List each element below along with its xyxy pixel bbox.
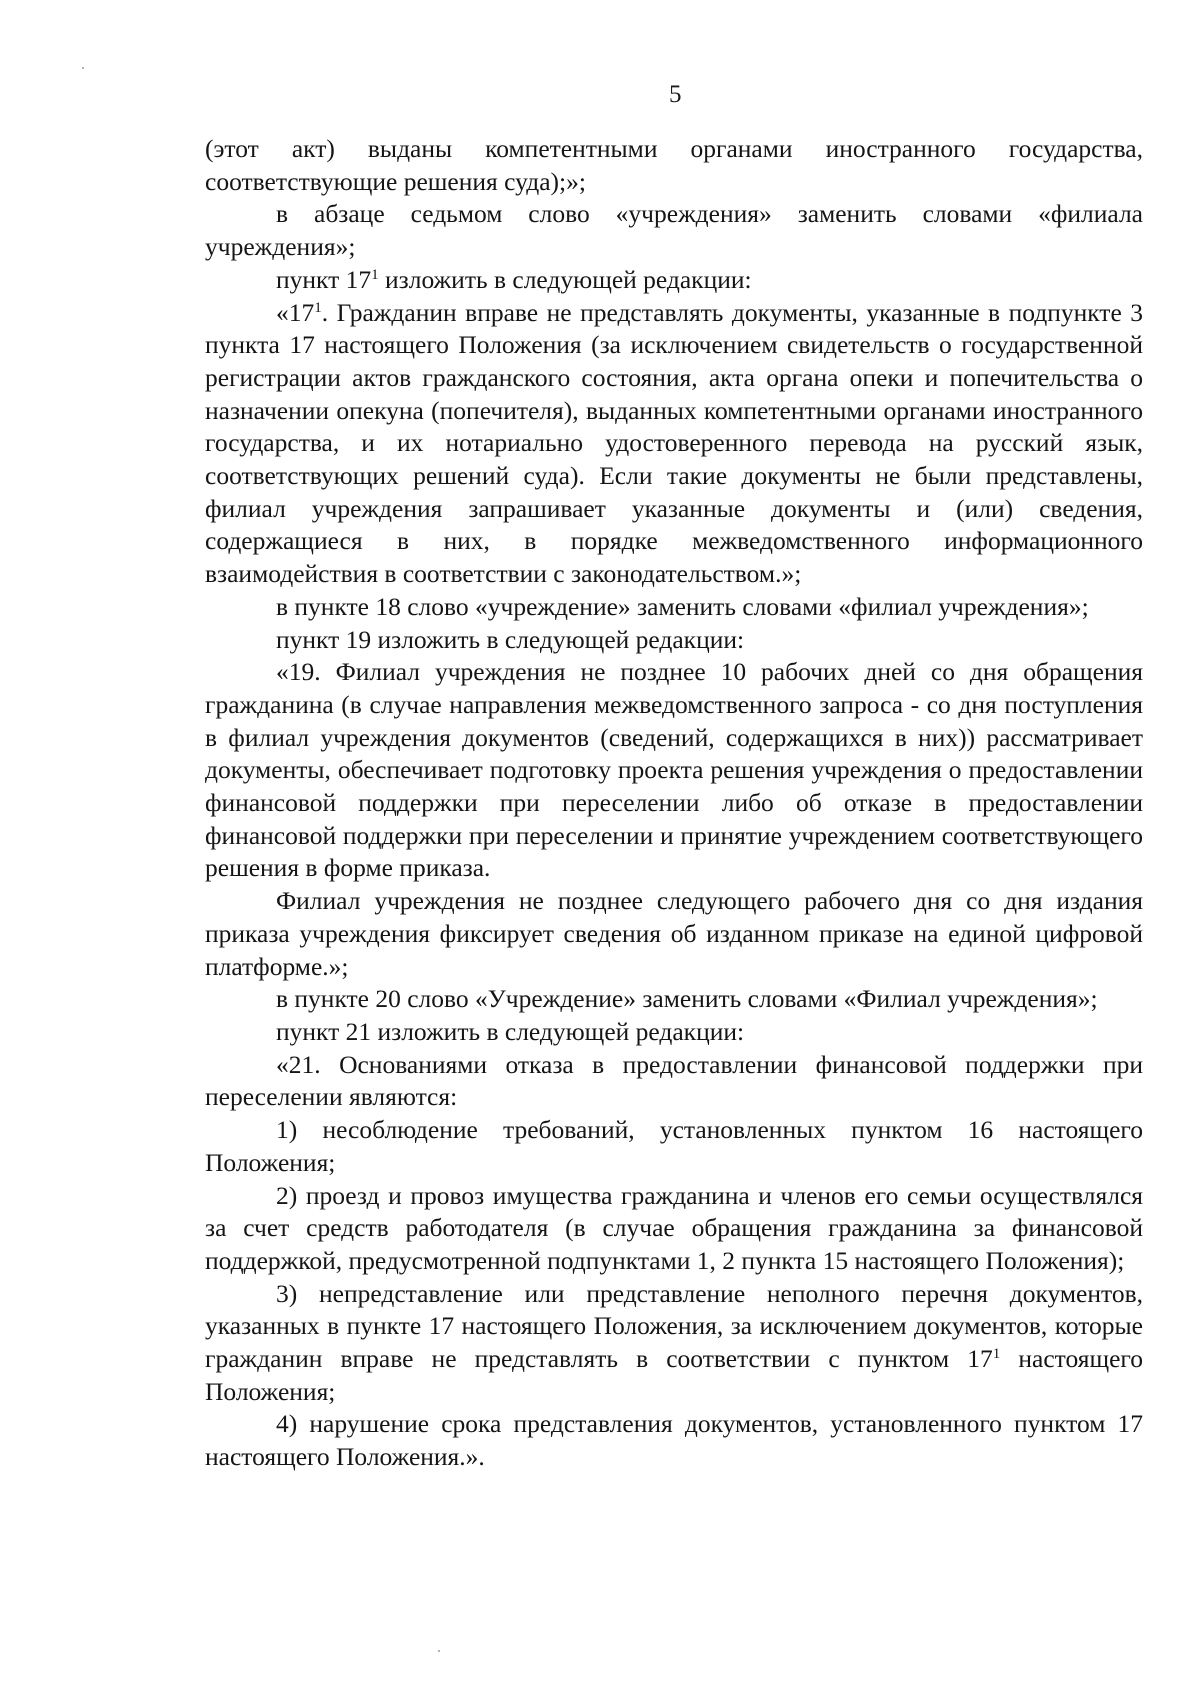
paragraph (205, 591, 1143, 624)
paragraph-text: 3) непредставление или представление неполного перечня документов, указанных в пункте 17 настоящего Положения, за исключением документов, которые гражданин вправе не представлять в соответствии с пунктом 17 (205, 1278, 1143, 1374)
paragraph (205, 656, 1143, 885)
paragraph-text: пункт 17 (276, 264, 372, 294)
paragraph-text: (этот акт) выданы компетентными органами иностранного государства, соответствующие решения суда);»; (205, 134, 1143, 196)
paragraph (205, 1278, 1143, 1409)
superscript: 1 (314, 299, 322, 316)
paragraph-text: изложить в следующей редакции: (378, 264, 752, 294)
superscript: 1 (992, 1346, 1001, 1363)
paragraph-text: «21. Основаниями отказа в предоставлении финансовой поддержки при переселении являются: (205, 1049, 1143, 1112)
paragraph-text: пункт 19 изложить в следующей редакции: (276, 624, 745, 654)
paragraph (205, 1408, 1143, 1473)
paragraph-text: пункт 21 изложить в следующей редакции: (276, 1016, 745, 1046)
paragraph-text: «17 (276, 297, 315, 327)
paragraph-text: 1) несоблюдение требований, установленных пунктом 16 настоящего Положения; (205, 1115, 1143, 1177)
paragraph-text: настоящего Положения; (205, 1344, 1143, 1406)
paragraph-text: в абзаце седьмом слово «учреждения» заменить словами «филиала учреждения»; (205, 199, 1143, 262)
paragraph-text: в пункте 20 слово «Учреждение» заменить словами «Филиал учреждения»; (276, 984, 1098, 1014)
paragraph (205, 133, 1143, 198)
paragraph-text: в пункте 18 слово «учреждение» заменить словами «филиал учреждения»; (276, 591, 1089, 621)
paragraph (205, 198, 1143, 263)
paragraph-text: Филиал учреждения не позднее следующего рабочего дня со дня издания приказа учреждения фиксирует сведения об изданном приказе на единой цифровой платформе.»; (205, 886, 1143, 981)
scan-speck (438, 1650, 440, 1652)
paragraph (205, 1049, 1143, 1114)
paragraph (205, 264, 1143, 297)
paragraph-text: «19. Филиал учреждения не позднее 10 рабочих дней со дня обращения гражданина (в случае направления межведомственного запроса - со дня поступления в филиал учреждения документов (сведений, содержащихся в них)) рассматривает документы, обеспечивает подготовку проекта решения учреждения о предоставлении финансовой поддержки при переселении либо об отказе в предоставлении финансовой поддержки при переселении и принятие учреждением соответствующего решения в форме приказа. (205, 657, 1143, 883)
paragraph (205, 885, 1143, 983)
paragraph (205, 983, 1143, 1016)
paragraph-text: 2) проезд и провоз имущества гражданина и членов его семьи осуществлялся за счет средств работодателя (в случае обращения гражданина за финансовой поддержкой, предусмотренной подпунктами 1, 2 пункта 15 настоящего Положения); (205, 1180, 1143, 1275)
paragraph-text: 4) нарушение срока представления документов, установленного пунктом 17 настоящего Положения.». (205, 1409, 1143, 1472)
paragraph (205, 1114, 1143, 1179)
paragraph (205, 624, 1143, 657)
paragraph (205, 297, 1143, 591)
paragraph (205, 1180, 1143, 1278)
paragraph-text: . Гражданин вправе не представлять документы, указанные в подпункте 3 пункта 17 настоящего Положения (за исключением свидетельств о государственной регистрации актов гражданского состояния, акта органа опеки и попечительства о назначении опекуна (попечителя), выданных компетентными органами иностранного государства, и их нотариально удостоверенного перевода на русский язык, соответствующих решений суда). Если такие документы не были представлены, филиал учреждения запрашивает указанные документы и (или) сведения, содержащиеся в них, в порядке межведомственного информационного взаимодействия в соответствии с законодательством.»; (205, 297, 1143, 589)
paragraph (205, 1016, 1143, 1049)
page-number-text: 5 (669, 81, 682, 108)
superscript: 1 (371, 266, 379, 283)
document-body (205, 133, 1143, 1474)
scan-speck (82, 67, 84, 69)
